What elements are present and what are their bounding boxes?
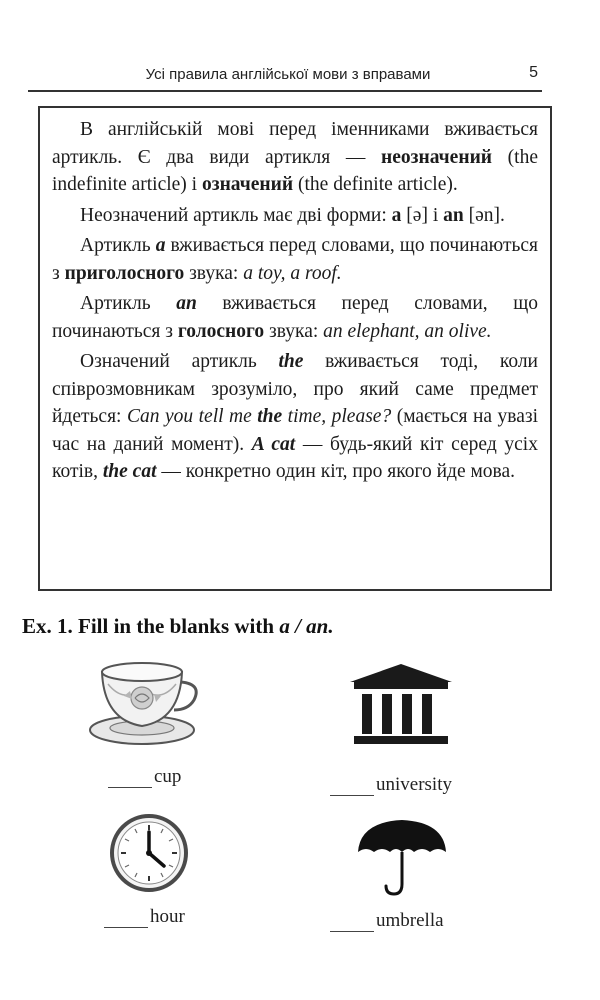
page-header [28,60,542,92]
running-title: Усі правила англійської мови з вправами [145,66,431,83]
item-word: hour [150,906,185,927]
blank-item-university [330,774,452,796]
building-columns-icon [348,662,454,748]
text: (мається на увазі час на даний момент). [52,406,539,455]
clock-icon [108,812,190,894]
exercise-title-text: Ex. 1. Fill in the blanks with [22,614,280,638]
example: an elephant, an olive. [323,320,492,342]
article-the: the [278,351,304,372]
exercise-title [22,614,334,639]
teacup-icon [84,654,204,750]
umbrella-icon [354,818,450,896]
answer-blank[interactable] [330,777,374,796]
term-consonant: приголосного [64,262,185,284]
text: В англійській мові перед іменниками вживається артикль. Є два види артикля — [52,119,538,168]
rule-paragraph-5 [52,348,538,486]
answer-blank[interactable] [108,769,152,788]
blank-item-umbrella [330,910,444,932]
item-word: university [376,774,452,795]
answer-blank[interactable] [330,913,374,932]
example: a toy, a roof. [243,262,342,284]
text: вживається перед словами, що починаються з [52,235,539,284]
rule-paragraph-1 [52,116,538,199]
blank-item-hour [104,906,185,928]
text: вживається тоді, коли співрозмовникам зрозуміло, про який саме предмет йдеться: [52,351,538,427]
rule-box [38,106,552,591]
text: Артикль [80,293,177,314]
text: — будь-який кіт серед усіх котів, [52,433,538,482]
form-an: an [443,204,464,226]
text: вживається перед словами, що починаються з [52,293,538,342]
text: (the definite article). [293,174,458,195]
text: Означений артикль [80,351,279,372]
exercise-title-articles: a / an. [279,614,334,638]
term-definite: означений [201,174,294,195]
example: time, please? [282,406,392,427]
text: — конкретно один кіт, про якого йде мова. [156,461,516,482]
text: Неозначений артикль має дві форми: [80,204,392,226]
page-number: 5 [529,64,538,81]
blank-item-cup [108,766,181,788]
example-the-cat: the cat [102,461,157,482]
example-a-cat: A cat [251,433,296,455]
term-indefinite: неозначений [381,146,493,168]
item-word: cup [154,766,182,787]
text: Артикль [80,235,156,256]
rule-paragraph-4 [52,290,538,345]
text: (the indefinite article) і [52,146,538,195]
example: Can you tell me [126,406,258,427]
text: [ə] і [401,204,444,226]
answer-blank[interactable] [104,909,148,928]
rule-paragraph-2 [52,202,538,230]
text: звука: [264,320,324,342]
example-the: the [257,406,283,427]
rule-paragraph-3 [52,232,538,287]
form-a: a [391,204,402,226]
item-word: umbrella [376,910,444,931]
article-a: a [155,235,166,256]
article-an: an [176,293,197,314]
text: [ən]. [463,204,505,226]
term-vowel: голосного [177,320,265,342]
text: звука: [184,262,244,284]
